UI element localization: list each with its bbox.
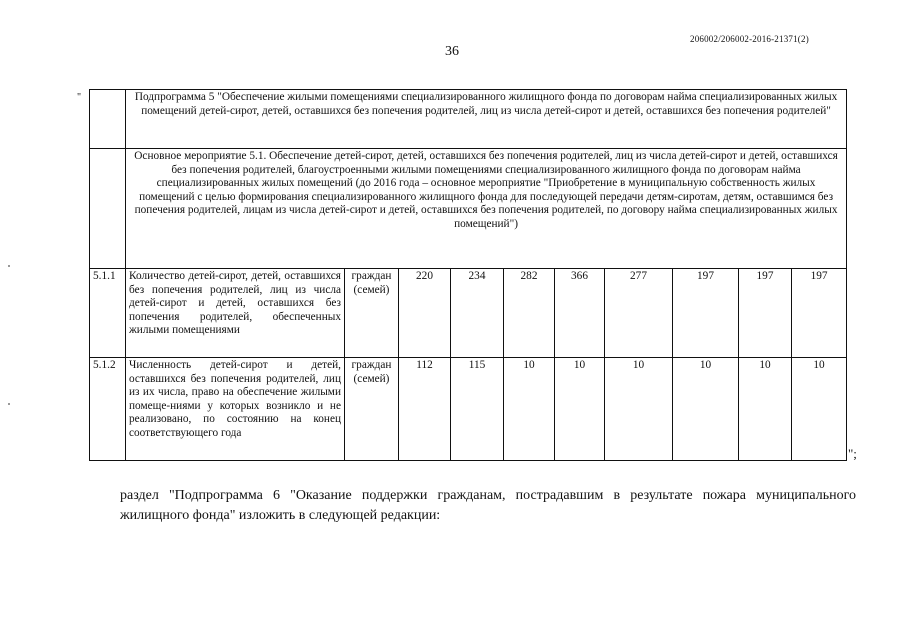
opening-quote: ": [77, 92, 82, 103]
indicators-table: [89, 89, 847, 461]
value-cell: 366: [555, 269, 605, 358]
subprogram-title: Подпрограмма 5 "Обеспечение жилыми помещениями специализированного жилищного фонда по договорам найма специализированных жилых помещений детей-сирот, детей, оставшихся без попечения родителей, лиц из числа детей-сирот и детей, оставшихся без попечения родителей": [126, 90, 847, 149]
closing-quote: ";: [848, 446, 857, 461]
measure-title: Основное мероприятие 5.1. Обеспечение детей-сирот, детей, оставшихся без попечения родителей, лиц из числа детей-сирот и детей, оставшихся без попечения родителей, благоустроенными жилыми помещениями специализированного жилищного фонда по договорам найма специализированных жилых помещений (до 2016 года – основное мероприятие "Приобретение в муниципальную собственность жилых помещений с целью формирования специализированного жилищного фонда для последующей передачи детям-сиротам, детям, оставшимся без попечения родителей, лицам из числа детей-сирот и детей, оставшихся без попечения родителей, по договору найма специализированных жилых помещений"): [126, 149, 847, 269]
row-id: 5.1.2: [90, 358, 126, 461]
value-cell: 220: [399, 269, 451, 358]
table-row: [90, 358, 847, 461]
amendment-paragraph: раздел "Подпрограмма 6 "Оказание поддержки гражданам, пострадавшим в результате пожара муниципального жилищного фонда" изложить в следующей редакции:: [120, 488, 856, 523]
value-cell: 234: [451, 269, 504, 358]
unit-cell: граждан (семей): [345, 269, 399, 358]
value-cell: 282: [504, 269, 555, 358]
value-cell: 10: [739, 358, 792, 461]
document-id: 206002/206002-2016-21371(2): [690, 34, 809, 44]
scan-mark: [8, 265, 10, 267]
value-cell: 112: [399, 358, 451, 461]
value-cell: 10: [605, 358, 673, 461]
value-cell: 277: [605, 269, 673, 358]
empty-cell: [90, 149, 126, 269]
indicator-name: Численность детей-сирот и детей, оставшихся без попечения родителей, лиц из их числа, право на обеспечение жилыми помеще-ниями у которых возникло и не реализовано, по состоянию на конец соответствующего года: [126, 358, 345, 461]
value-cell: 197: [739, 269, 792, 358]
value-cell: 197: [792, 269, 847, 358]
measure-header-row: [90, 149, 847, 269]
value-cell: 115: [451, 358, 504, 461]
page-number: 36: [445, 44, 459, 59]
subprogram-header-row: [90, 90, 847, 149]
unit-cell: граждан (семей): [345, 358, 399, 461]
indicator-name: Количество детей-сирот, детей, оставшихся без попечения родителей, лиц из числа детей-сирот и детей, оставшихся без попечения родителей, обеспеченных жилыми помещениями: [126, 269, 345, 358]
value-cell: 10: [504, 358, 555, 461]
value-cell: 10: [673, 358, 739, 461]
scan-mark: [8, 403, 10, 405]
value-cell: 10: [792, 358, 847, 461]
value-cell: 10: [555, 358, 605, 461]
table-row: [90, 269, 847, 358]
value-cell: 197: [673, 269, 739, 358]
empty-cell: [90, 90, 126, 149]
row-id: 5.1.1: [90, 269, 126, 358]
